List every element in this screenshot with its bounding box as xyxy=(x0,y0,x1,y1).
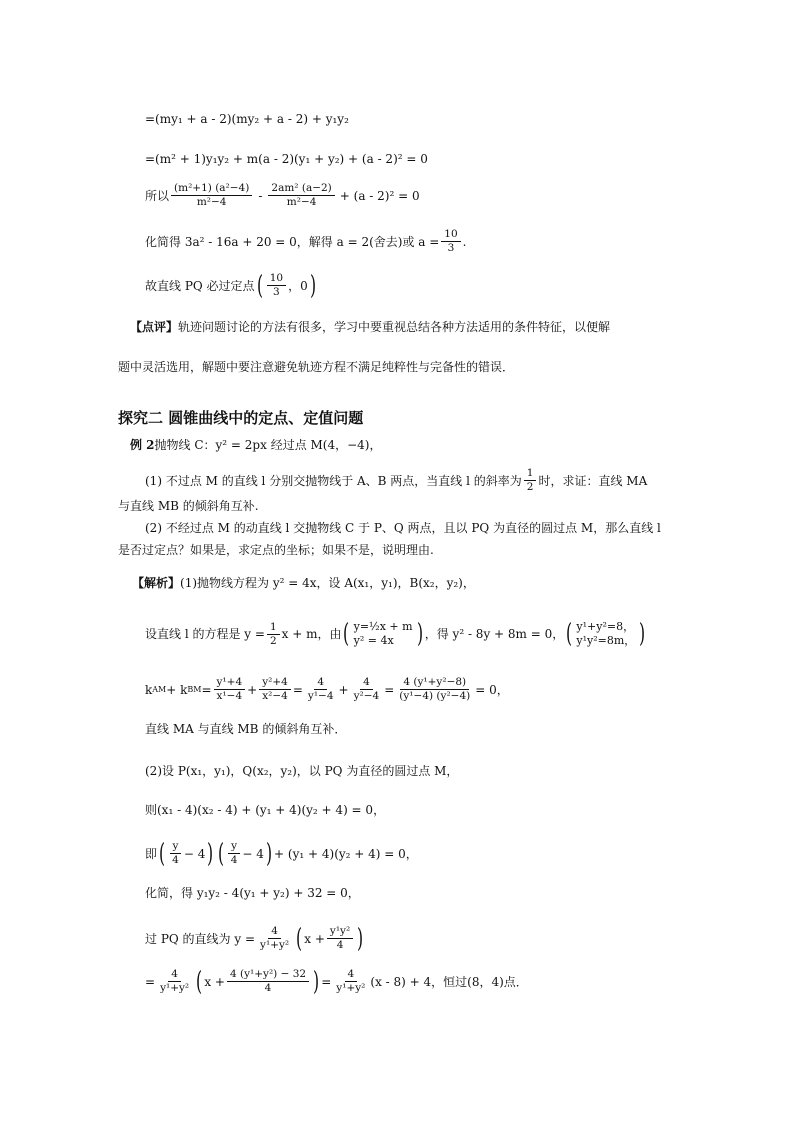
comment-line-2: 题中灵活选用，解题中要注意避免轨迹方程不满足纯粹性与完备性的错误． xyxy=(118,360,515,374)
fraction: $\frac{4}{\text{y¹+y²}}$ xyxy=(260,925,290,951)
comment-line-1: 【点评】 轨迹问题讨论的方法有很多，学习中要重视总结各种方法适用的条件特征，以便解 xyxy=(130,320,611,334)
fraction: $\frac{\text{y²+4}}{\text{x²−4}}$ xyxy=(259,676,291,703)
fraction: $\frac{1}{2}$ xyxy=(267,621,280,648)
solution-line-2: 设直线 l 的方程是 y = $\frac{1}{2}$ x + m，由 ( y=½x + m y² = 4x ) ，得 y² - 8y + 8m = 0， ( y¹+y²=8， y¹y²=8m， ) xyxy=(145,619,646,649)
equation-line-2: =(m² + 1)y₁y₂ + m(a - 2)(y₁ + y₂) + (a - 2)² = 0 xyxy=(145,152,428,166)
question-2-line-2: 是否过定点？如果是，求定点的坐标；如果不是，说明理由. xyxy=(118,543,434,557)
question-1-line-1: (1) 不过点 M 的直线 l 分别交抛物线于 A、B 两点，当直线 l 的斜率为 $\frac{1}{2}$ 时，求证：直线 MA xyxy=(145,467,648,493)
solution-line-10: = $\frac{4}{\text{y¹+y²}}$ ( x + $\frac{\text{4 (y¹+y²) − 32}}{4}$ ) = $\frac{4}{\text{y¹+y²}}$ (x - 8) + 4，恒过(8，4)点． xyxy=(145,966,528,997)
question-2-line-1: (2) 不经过点 M 的动直线 l 交抛物线 C 于 P、Q 两点，且以 PQ 为直径的圆过点 M，那么直线 l xyxy=(145,521,661,535)
fraction: $\frac{\text{y¹+4}}{\text{x¹−4}}$ xyxy=(214,676,246,703)
question-1-line-2: 与直线 MB 的倾斜角互补. xyxy=(118,499,259,513)
fraction: $\frac{4}{\text{y²−4}}$ xyxy=(353,676,380,702)
fraction: $\frac{1}{2}$ xyxy=(524,467,537,494)
fraction: $\frac{y}{4}$ xyxy=(169,840,182,867)
solution-line-3: k AM + k BM = $\frac{\text{y¹+4}}{\text{x¹−4}}$ + $\frac{\text{y²+4}}{\text{x²−4}}$ = $\frac{4}{\text{y¹−4}}$ + $\frac{4}{\text{y²−4}}$ = $\frac{\text{4 (y¹+y²−8)}}{\text{(y¹−4) (y²−4)}}$ = 0， xyxy=(145,676,509,702)
fraction: $\frac{10}{3}$ xyxy=(441,228,460,255)
fraction: $\frac{4}{\text{y¹−4}}$ xyxy=(307,676,334,702)
solution-line-5: (2)设 P(x₁，y₁)，Q(x₂，y₂)，以 PQ 为直径的圆过点 M， xyxy=(145,764,459,778)
fraction: $\frac{\text{4 (y¹+y²) − 32}}{4}$ xyxy=(227,968,309,995)
solution-line-4: 直线 MA 与直线 MB 的倾斜角互补． xyxy=(145,722,347,736)
fraction: $\frac{\text{y¹y²}}{4}$ xyxy=(327,925,353,952)
fraction: $\frac{4}{\text{y¹+y²}}$ xyxy=(160,968,190,994)
equation-line-5: 故直线 PQ 必过定点 ( $\frac{10}{3}$ ，0 ) xyxy=(145,270,316,301)
equation-system: y¹+y²=8， y¹y²=8m， xyxy=(576,620,636,647)
fraction: $\frac{\text{4 (y¹+y²−8)}}{\text{(y¹−4) (y²−4)}}$ xyxy=(399,676,471,702)
fraction: $\frac{\text{(m²+1) (a²−4)}}{\text{m²−4}}$ xyxy=(171,182,252,209)
equation-line-4: 化简得 3a² - 16a + 20 = 0，解得 a = 2(舍去)或 a = $\frac{10}{3}$ . xyxy=(145,228,467,254)
solution-line-7: 即 ( $\frac{y}{4}$ − 4 ) ( $\frac{y}{4}$ − 4 ) + (y₁ + 4)(y₂ + 4) = 0， xyxy=(145,838,418,869)
fraction: $\frac{y}{4}$ xyxy=(228,840,241,867)
solution-line-1: 【解析】 (1)抛物线方程为 y² = 4x，设 A(x₁，y₁)，B(x₂，y₂)， xyxy=(132,576,475,590)
example-statement: 例 2 抛物线 C：y² = 2px 经过点 M(4，−4)， xyxy=(130,438,382,452)
solution-line-6: 则(x₁ - 4)(x₂ - 4) + (y₁ + 4)(y₂ + 4) = 0， xyxy=(145,803,386,817)
fraction: $\frac{\text{2am² (a−2)}}{\text{m²−4}}$ xyxy=(268,182,334,209)
solution-line-8: 化简，得 y₁y₂ - 4(y₁ + y₂) + 32 = 0， xyxy=(145,886,360,900)
solution-line-9: 过 PQ 的直线为 y = $\frac{4}{\text{y¹+y²}}$ ( x + $\frac{\text{y¹y²}}{4}$ ) xyxy=(145,923,364,954)
equation-line-1: =(my₁ + a - 2)(my₂ + a - 2) + y₁y₂ xyxy=(145,112,349,126)
equation-system: y=½x + m y² = 4x xyxy=(353,620,413,647)
section-title: 探究二 圆锥曲线中的定点、定值问题 xyxy=(118,409,364,427)
fraction: $\frac{4}{\text{y¹+y²}}$ xyxy=(336,968,366,994)
fraction: $\frac{10}{3}$ xyxy=(267,272,286,299)
equation-line-3: 所以 $\frac{\text{(m²+1) (a²−4)}}{\text{m²−4}}$ - $\frac{\text{2am² (a−2)}}{\text{m²−4}}$ + (a - 2)² = 0 xyxy=(145,182,420,208)
